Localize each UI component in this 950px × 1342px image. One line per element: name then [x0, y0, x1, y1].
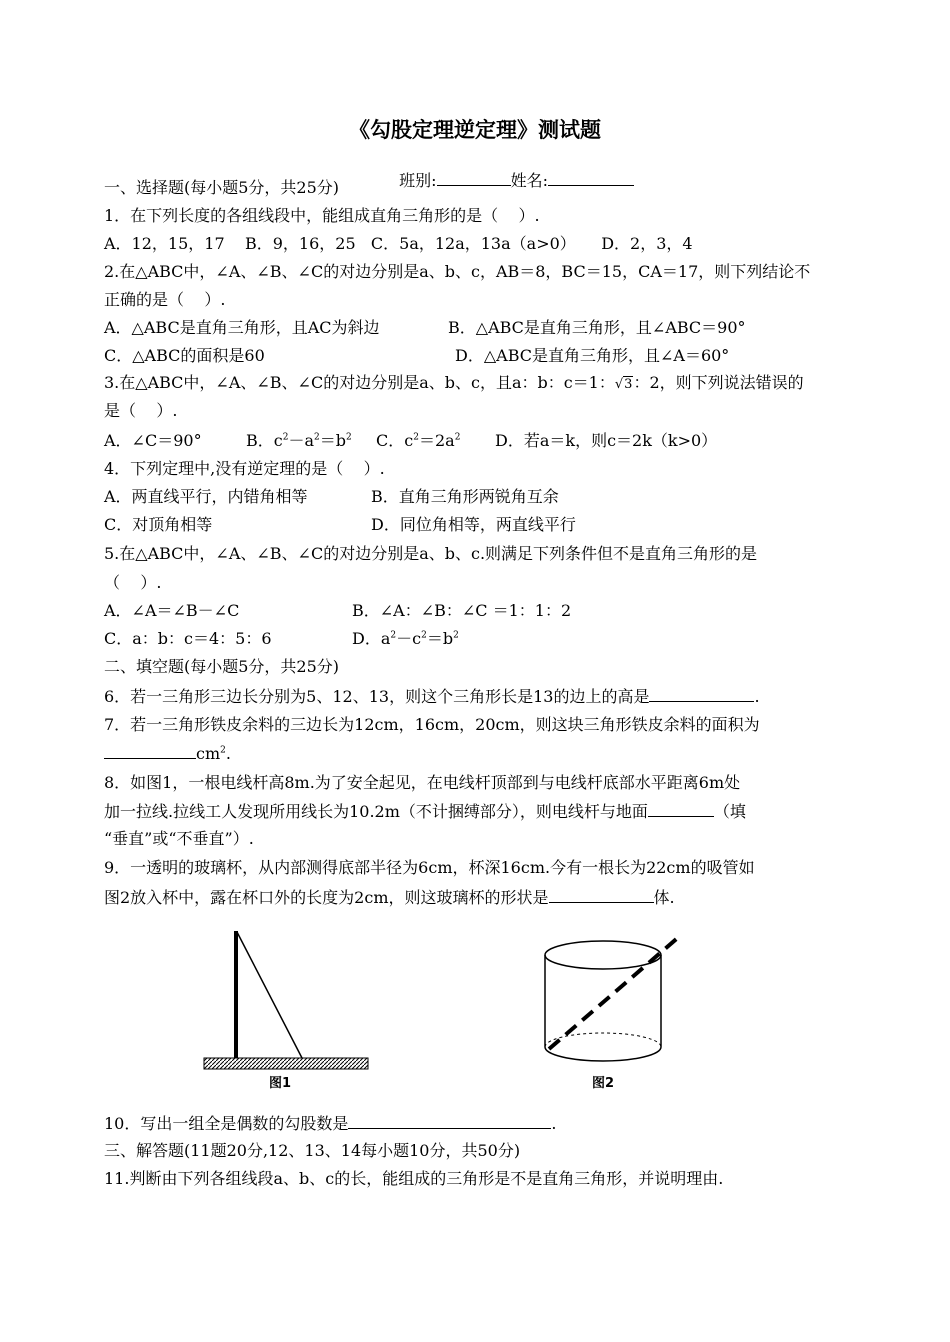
q8-line-2: 加一拉线.拉线工人发现所用线长为10.2m（不计捆缚部分），则电线杆与地面 （填 [104, 802, 746, 821]
q1-stem: 1．在下列长度的各组线段中，能组成直角三角形的是（ ）. [104, 206, 540, 225]
figure-2-glass [535, 925, 695, 1067]
q4-option-a: A．两直线平行，内错角相等 [104, 487, 308, 506]
q7-line-1: 7．若一三角形铁皮余料的三边长为12cm，16cm，20cm，则这块三角形铁皮余料的面积为 [104, 715, 760, 734]
q2-stem-1: 2.在△ABC中，∠A、∠B、∠C的对边分别是a、b、c，AB＝8，BC＝15，CA＝17，则下列结论不 [104, 262, 811, 281]
cable [237, 932, 302, 1058]
page-title: 《勾股定理逆定理》测试题 [349, 118, 601, 142]
q4-stem: 4．下列定理中,没有逆定理的是（ ）. [104, 459, 385, 478]
q9-blank [549, 887, 654, 903]
q3-stem-2: 是（ ）. [104, 401, 178, 420]
q8-blank [648, 801, 714, 817]
q2-option-d: D．△ABC是直角三角形，且∠A＝60° [455, 346, 730, 365]
q6: 6．若一三角形三边长分别为5、12、13，则这个三角形长是13的边上的高是 . [104, 687, 760, 706]
q7-blank [104, 743, 196, 759]
figure-1-pole [200, 925, 372, 1075]
q2-option-b: B．△ABC是直角三角形，且∠ABC＝90° [448, 318, 746, 337]
student-info [389, 150, 634, 191]
class-label: 班别: [399, 171, 437, 190]
q5-option-a: A．∠A＝∠B－∠C [104, 601, 240, 620]
q2-option-c: C．△ABC的面积是60 [104, 346, 265, 365]
figure-1-caption: 图1 [269, 1076, 292, 1091]
q10: 10．写出一组全是偶数的勾股数是 . [104, 1114, 557, 1133]
q2-option-a: A．△ABC是直角三角形，且AC为斜边 [104, 318, 380, 337]
ground [204, 1058, 368, 1069]
q5-option-d: D．$a^2-c^2=b^2$ [352, 629, 459, 648]
q3-option-a: A．∠C＝90° [104, 431, 202, 450]
q10-blank [348, 1113, 551, 1129]
q5-option-b: B．∠A：∠B：∠C ＝1：1：2 [352, 601, 572, 620]
q11: 11.判断由下列各组线段a、b、c的长，能组成的三角形是不是直角三角形，并说明理由. [104, 1169, 724, 1188]
q4-option-b: B．直角三角形两锐角互余 [371, 487, 559, 506]
q1-options: A．12，15，17 B．9，16，25 C．5a，12a，13a（a>0） D．2，3，4 [104, 234, 693, 253]
q9-line-1: 9．一透明的玻璃杯，从内部测得底部半径为6cm，杯深16cm.今有一根长为22cm的吸管如 [104, 858, 755, 877]
glass-bottom-back [545, 1033, 661, 1047]
q9-line-2: 图2放入杯中，露在杯口外的长度为2cm，则这玻璃杯的形状是 体. [104, 888, 675, 907]
q3-option-b: B．$c^2-a^2=b^2$ [246, 431, 352, 450]
figure-2-caption: 图2 [592, 1076, 615, 1091]
sqrt-symbol: √3 [614, 377, 633, 392]
q8-line-3: “垂直”或“不垂直”）. [104, 829, 254, 848]
glass-rim [545, 941, 661, 969]
q5-option-c: C．a：b：c＝4：5：6 [104, 629, 272, 648]
q2-stem-2: 正确的是（ ）. [104, 290, 226, 309]
q4-option-d: D．同位角相等，两直线平行 [371, 515, 576, 534]
section-choice: 一、选择题(每小题5分，共25分) [104, 178, 340, 197]
q3-option-d: D．若a＝k，则c＝2k（k>0） [495, 431, 718, 450]
q8-line-1: 8．如图1，一根电线杆高8m.为了安全起见，在电线杆顶部到与电线杆底部水平距离6m处 [104, 773, 741, 792]
section-solve: 三、解答题(11题20分,12、13、14每小题10分，共50分) [104, 1141, 521, 1160]
section-fill: 二、填空题(每小题5分，共25分) [104, 657, 340, 676]
q5-stem-2: （ ）. [104, 573, 162, 592]
glass-bottom-front [545, 1047, 661, 1061]
q6-blank [649, 686, 754, 702]
name-label: 姓名: [510, 171, 548, 190]
q4-option-c: C．对顶角相等 [104, 515, 213, 534]
q3-option-c: C．$c^2=2a^2$ [376, 431, 461, 450]
name-blank [548, 170, 634, 186]
class-blank [437, 170, 511, 186]
q7-line-2: $cm^2$. [104, 743, 231, 764]
q3-stem-1: 3.在△ABC中，∠A、∠B、∠C的对边分别是a、b、c，且a：b：c＝1：√3：2，则下列说法错误的 [104, 373, 804, 395]
q5-stem-1: 5.在△ABC中，∠A、∠B、∠C的对边分别是a、b、c.则满足下列条件但不是直角三角形的是 [104, 544, 758, 563]
